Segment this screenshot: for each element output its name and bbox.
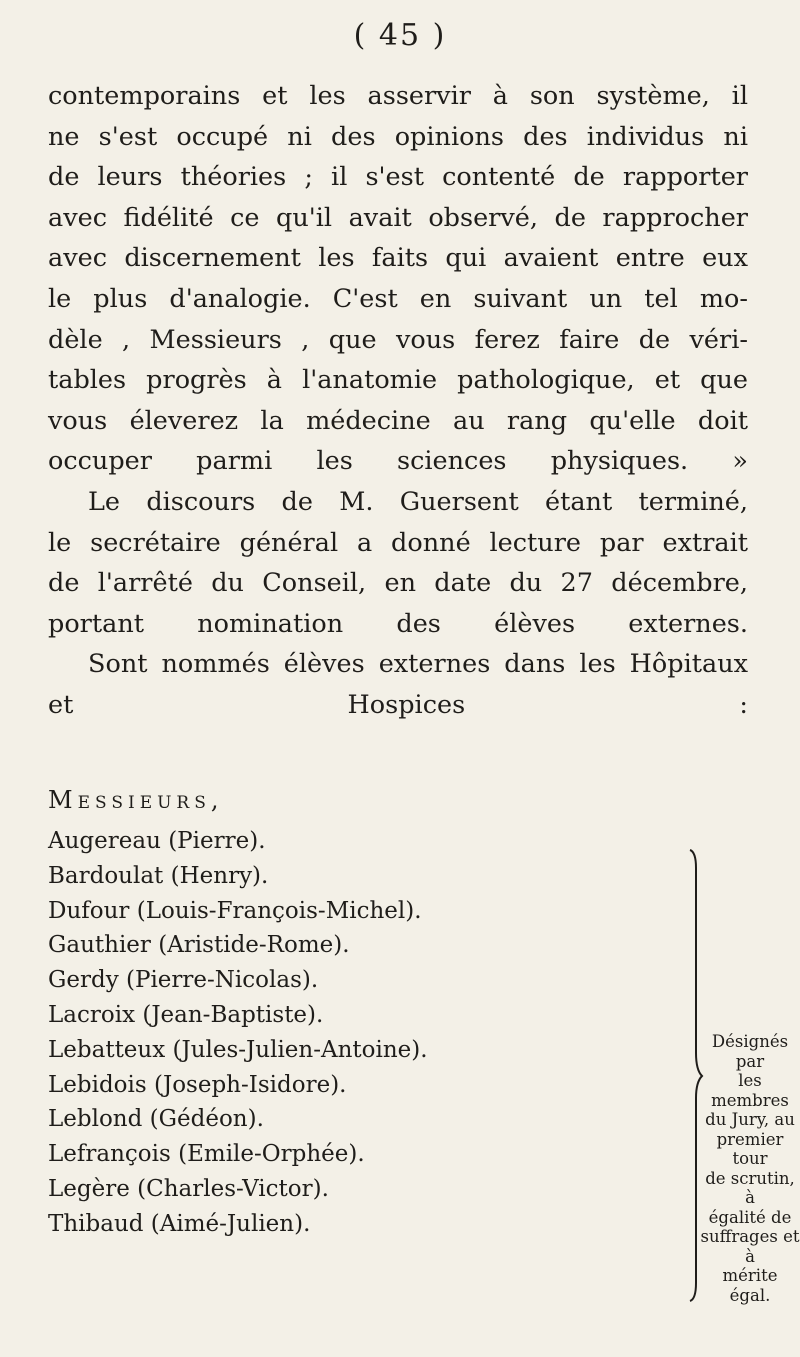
- note-line: de scrutin, à: [705, 1168, 795, 1207]
- names-list: [48, 824, 428, 1242]
- list-item: Bardoulat (Henry).: [48, 862, 269, 889]
- text-line: avec fidélité ce qu'il avait observé, de rapprocher: [48, 202, 748, 233]
- text-line: le secrétaire général a donné lecture par extrait: [48, 527, 748, 558]
- note-line: les membres: [711, 1071, 789, 1110]
- note-line: mérite égal.: [722, 1266, 778, 1305]
- list-item: Gerdy (Pierre-Nicolas).: [48, 967, 319, 994]
- list-item: Legère (Charles-Victor).: [48, 1175, 329, 1202]
- note-line: égalité de: [708, 1207, 792, 1227]
- text-line: portant nomination des élèves externes.: [48, 608, 748, 639]
- note-line: premier tour: [716, 1129, 784, 1168]
- list-item: Lebidois (Joseph-Isidore).: [48, 1071, 347, 1098]
- text-line: le plus d'analogie. C'est en suivant un tel mo-: [48, 283, 748, 314]
- text-line: dèle , Messieurs , que vous ferez faire de véri-: [48, 324, 748, 355]
- text-line: de leurs théories ; il s'est contenté de rapporter: [48, 162, 748, 193]
- page-number: ( 45 ): [353, 18, 447, 53]
- body-text: [48, 76, 748, 726]
- text-line: Le discours de M. Guersent étant terminé,: [88, 486, 748, 517]
- text-line: contemporains et les asservir à son système, il: [48, 81, 748, 111]
- list-item: Lacroix (Jean-Baptiste).: [48, 1001, 324, 1028]
- list-item: Lefrançois (Emile-Orphée).: [48, 1141, 365, 1168]
- list-item: Augereau (Pierre).: [48, 828, 266, 854]
- text-line: occuper parmi les sciences physiques. »: [48, 446, 748, 477]
- paragraph-1: [48, 76, 748, 482]
- list-item: Thibaud (Aimé-Julien).: [48, 1210, 311, 1237]
- note-line: suffrages et à: [700, 1227, 800, 1266]
- salutation-heading: Messieurs,: [48, 786, 224, 814]
- text-line: de l'arrêté du Conseil, en date du 27 décembre,: [48, 568, 748, 599]
- text-line: vous éleverez la médecine au rang qu'elle doit: [48, 405, 748, 436]
- note-line: Désignés par: [711, 1032, 789, 1071]
- paragraph-2: [48, 482, 748, 644]
- paragraph-3: [48, 644, 748, 725]
- text-line: avec discernement les faits qui avaient entre eux: [48, 243, 748, 274]
- text-line: ne s'est occupé ni des opinions des individus ni: [48, 121, 748, 152]
- list-item: Lebatteux (Jules-Julien-Antoine).: [48, 1036, 428, 1063]
- side-note: [700, 1032, 800, 1305]
- note-line: du Jury, au: [705, 1110, 795, 1129]
- text-line: et Hospices :: [48, 689, 748, 720]
- text-line: Sont nommés élèves externes dans les Hôpitaux: [88, 649, 748, 680]
- list-item: Gauthier (Aristide-Rome).: [48, 932, 350, 959]
- list-item: Dufour (Louis-François-Michel).: [48, 897, 422, 924]
- list-item: Leblond (Gédéon).: [48, 1106, 264, 1133]
- text-line: tables progrès à l'anatomie pathologique, et que: [48, 365, 748, 396]
